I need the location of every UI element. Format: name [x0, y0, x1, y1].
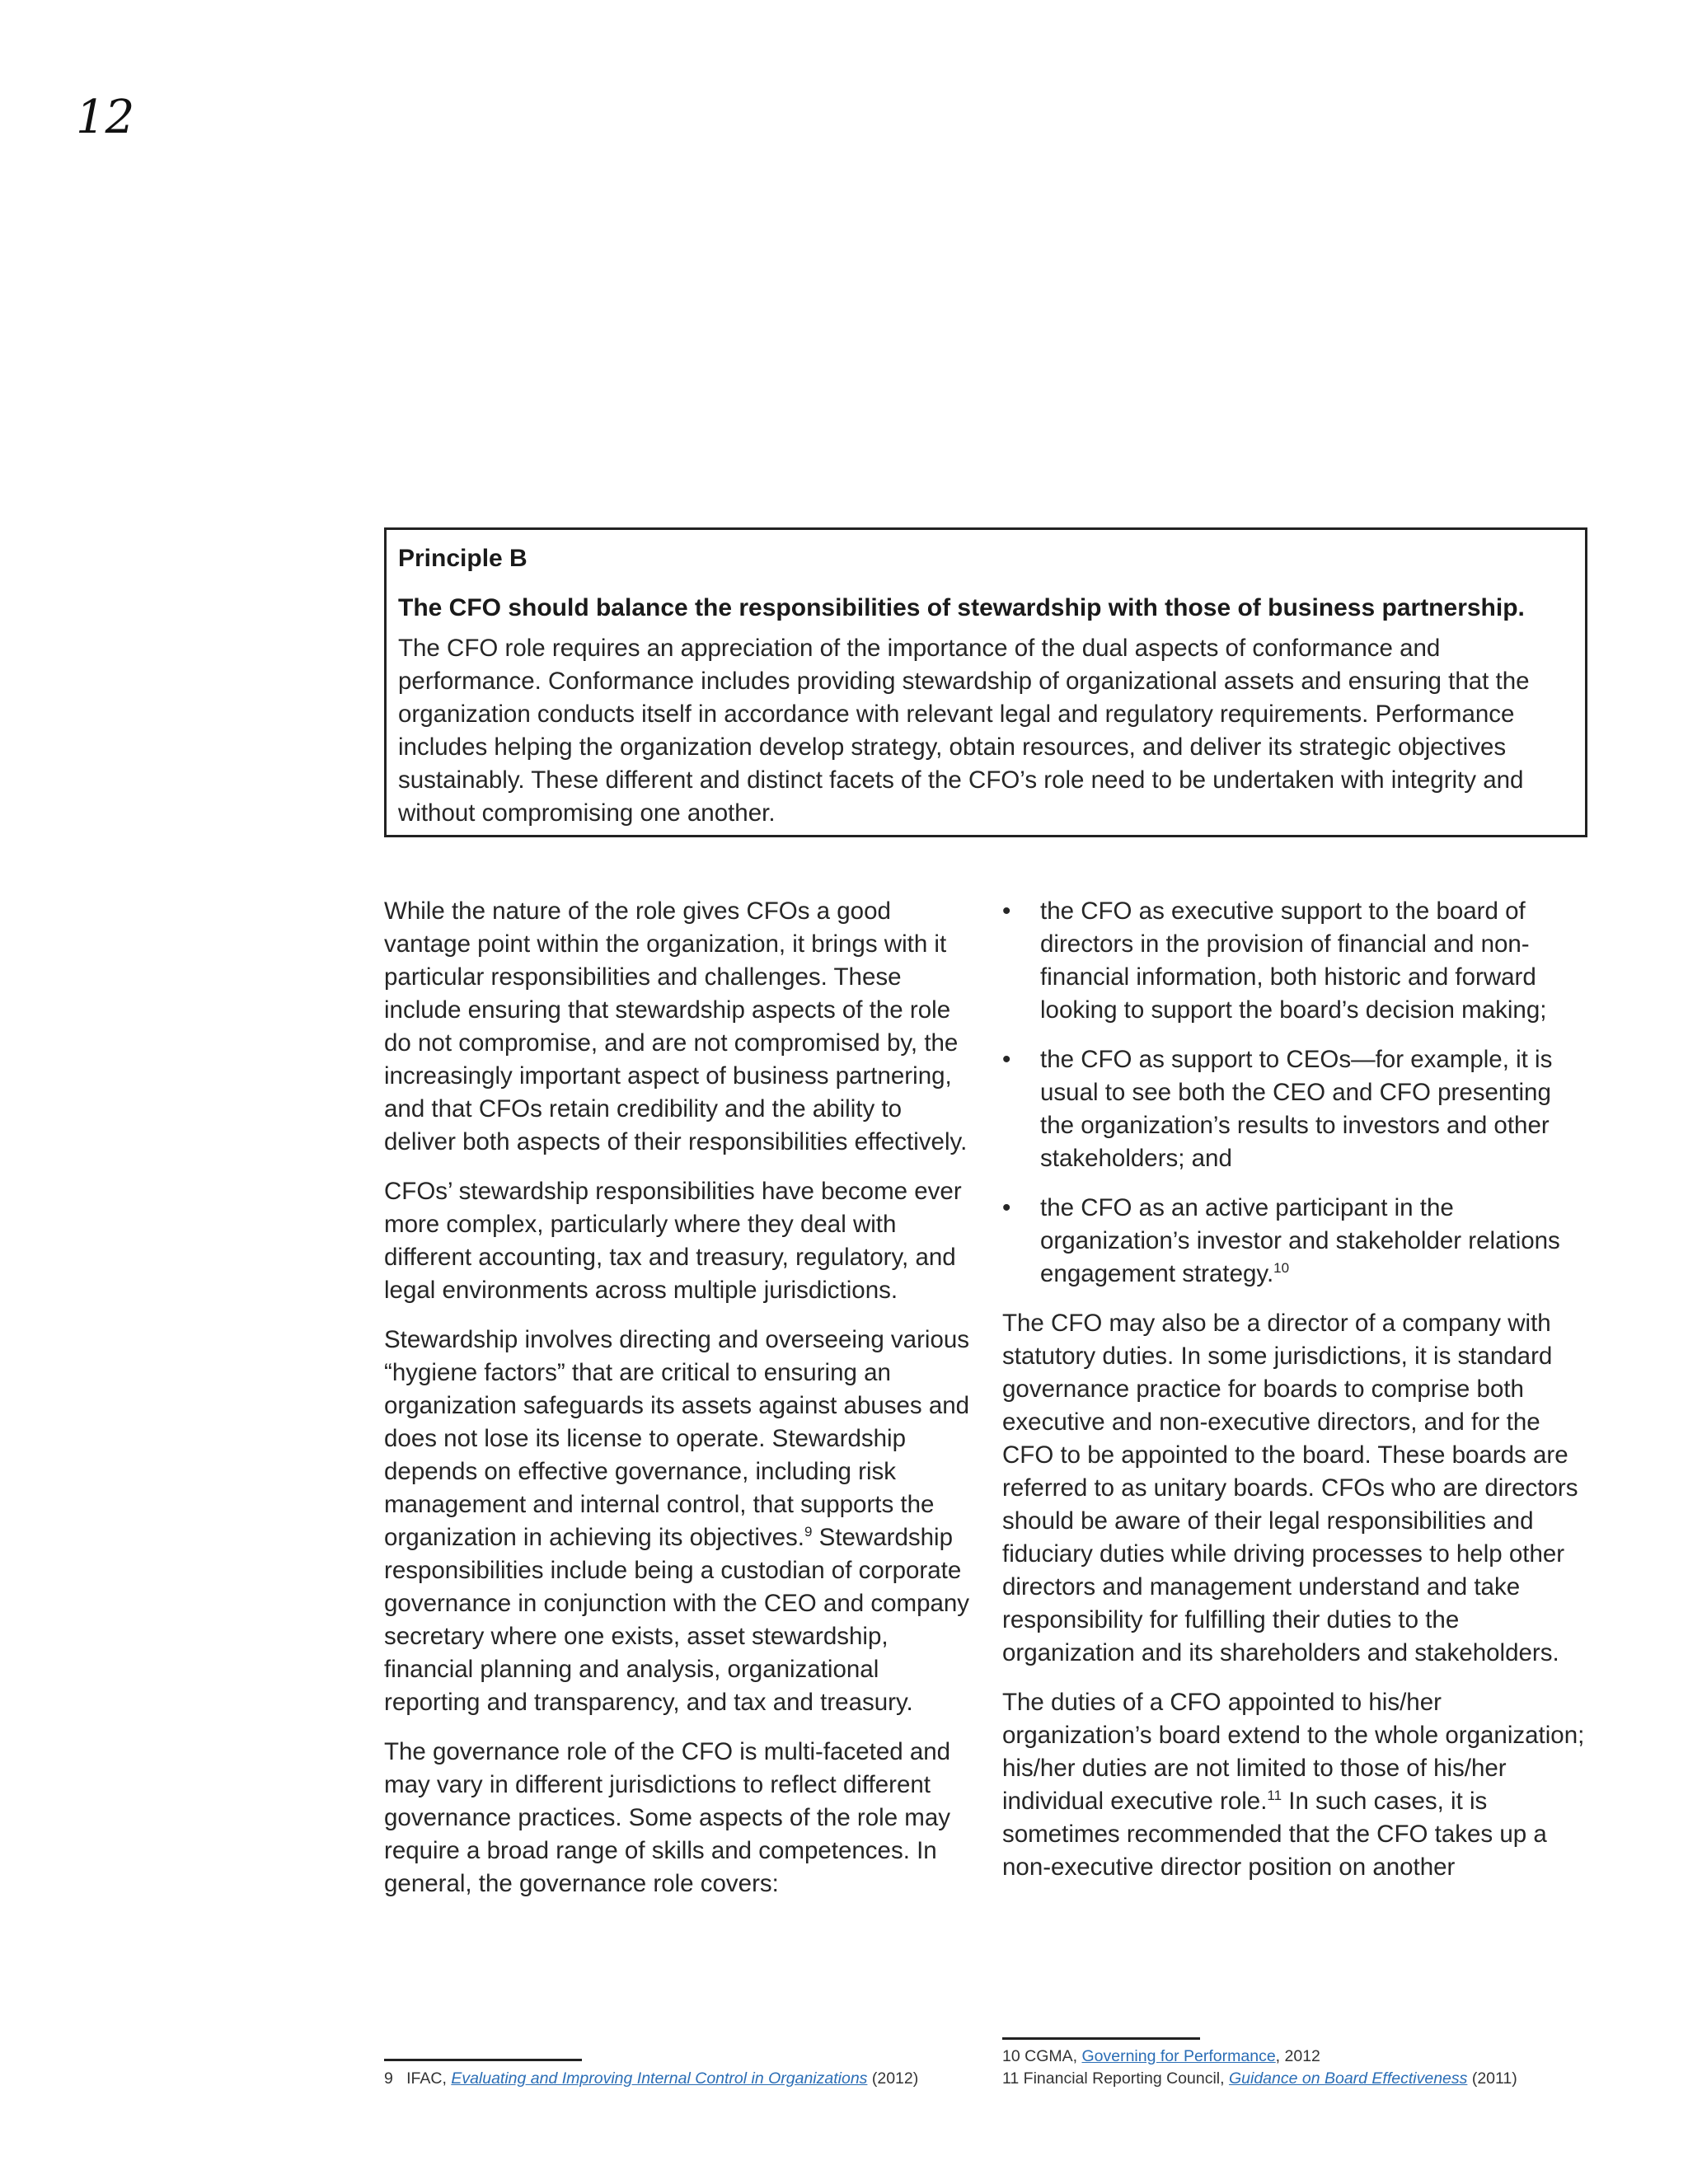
- left-paragraph-3-part2: Stewardship responsibilities include being a custodian of corporate governance in conjunction with the CEO and company secretary where one exists, asset stewardship, financial planning and analysis, organizational reporting and transparency, and tax and treasury.: [384, 1524, 970, 1716]
- footnote-divider-right: [1002, 2037, 1200, 2040]
- footnote-11: [1002, 2067, 1517, 2090]
- principle-box: [384, 527, 1587, 837]
- footnote-suffix: , 2012: [1275, 2047, 1320, 2065]
- principle-label: Principle B: [398, 545, 528, 572]
- principle-body: The CFO role requires an appreciation of the importance of the dual aspects of conformance and performance. Conformance includes providing stewardship of organizational assets and ensuring that the organization conducts itself in accordance with relevant legal and regulatory requirements. Performance includes helping the organization develop strategy, obtain resources, and deliver its strategic objectives sustainably. These different and distinct facets of the CFO’s role need to be undertaken with integrity and without compromising one another.: [398, 635, 1530, 827]
- list-item-text: the CFO as an active participant in the organization’s investor and stakeholder relations engagement strategy.: [1040, 1194, 1560, 1287]
- footnote-suffix: (2012): [867, 2069, 919, 2088]
- footnote-prefix: IFAC,: [406, 2069, 452, 2088]
- governance-role-list: [1002, 895, 1589, 1291]
- right-paragraph-1: The CFO may also be a director of a company with statutory duties. In some jurisdictions, it is standard governance practice for boards to comprise both executive and non-executive directors, and for the CFO to be appointed to the board. These boards are referred to as unitary boards. CFOs who are directors should be aware of their legal responsibilities and fiduciary duties while driving processes to help other directors and management understand and take responsibility for fulfilling their duties to the organization and its shareholders and stakeholders.: [1002, 1310, 1578, 1666]
- footnote-ref-11[interactable]: 11: [1267, 1788, 1282, 1804]
- list-item: [1002, 895, 1589, 1027]
- footnote-number: 11: [1002, 2069, 1020, 2088]
- footnote-ref-10[interactable]: 10: [1273, 1260, 1290, 1277]
- footnote-number: 10: [1002, 2047, 1020, 2065]
- left-column: [384, 895, 971, 1917]
- bullet-icon: •: [1002, 1194, 1011, 1221]
- left-paragraph-2: CFOs’ stewardship responsibilities have become ever more complex, particularly where they deal with different accounting, tax and treasury, regulatory, and legal environments across multiple jurisdictions.: [384, 1178, 962, 1304]
- list-item-text: the CFO as support to CEOs—for example, it is usual to see both the CEO and CFO presenting the organization’s results to investors and other stakeholders; and: [1040, 1046, 1553, 1172]
- footnote-divider-left: [384, 2059, 582, 2061]
- left-paragraph-3: [384, 1324, 971, 1719]
- left-paragraph-3-part1: Stewardship involves directing and overseeing various “hygiene factors” that are critical to ensuring an organization safeguards its assets against abuses and does not lose its license to operate. Stewardship depends on effective governance, including risk management and internal control, that supports the organization in achieving its objectives.: [384, 1326, 970, 1551]
- list-item-text: the CFO as executive support to the board of directors in the provision of financial and non-financial information, both historic and forward looking to support the board’s decision making;: [1040, 898, 1547, 1024]
- footnote-number: 9: [384, 2069, 393, 2088]
- list-item: [1002, 1192, 1589, 1291]
- right-paragraph-2-part1: The duties of a CFO appointed to his/her organization’s board extend to the whole organization; his/her duties are not limited to those of his/her individual executive role.: [1002, 1689, 1585, 1815]
- right-paragraph-2: [1002, 1686, 1589, 1884]
- left-paragraph-4: The governance role of the CFO is multi-faceted and may vary in different jurisdictions to reflect different governance practices. Some aspects of the role may require a broad range of skills and competences. In general, the governance role covers:: [384, 1738, 951, 1897]
- footnote-link[interactable]: Guidance on Board Effectiveness: [1228, 2069, 1468, 2088]
- right-paragraph-2-part2: In such cases, it is sometimes recommended that the CFO takes up a non-executive director position on another: [1002, 1788, 1547, 1881]
- principle-statement: The CFO should balance the responsibilities of stewardship with those of business partnership.: [398, 594, 1525, 621]
- bullet-icon: •: [1002, 898, 1011, 925]
- footnote-ref-9[interactable]: 9: [804, 1524, 813, 1540]
- footnote-link[interactable]: Evaluating and Improving Internal Control in Organizations: [451, 2069, 868, 2088]
- left-paragraph-1: While the nature of the role gives CFOs a good vantage point within the organization, it brings with it particular responsibilities and challenges. These include ensuring that stewardship aspects of the role do not compromise, and are not compromised by, the increasingly important aspect of business partnering, and that CFOs retain credibility and the ability to deliver both aspects of their responsibilities effectively.: [384, 898, 968, 1155]
- bullet-icon: •: [1002, 1046, 1011, 1073]
- footnote-link[interactable]: Governing for Performance: [1081, 2047, 1276, 2065]
- footnote-prefix: CGMA,: [1025, 2047, 1082, 2065]
- footnote-suffix: (2011): [1467, 2069, 1517, 2088]
- page-number: 12: [76, 91, 135, 144]
- footnote-9: [384, 2067, 918, 2090]
- right-column: [1002, 895, 1589, 1900]
- list-item: [1002, 1043, 1589, 1175]
- footnote-prefix: Financial Reporting Council,: [1023, 2069, 1229, 2088]
- footnote-10: [1002, 2045, 1320, 2068]
